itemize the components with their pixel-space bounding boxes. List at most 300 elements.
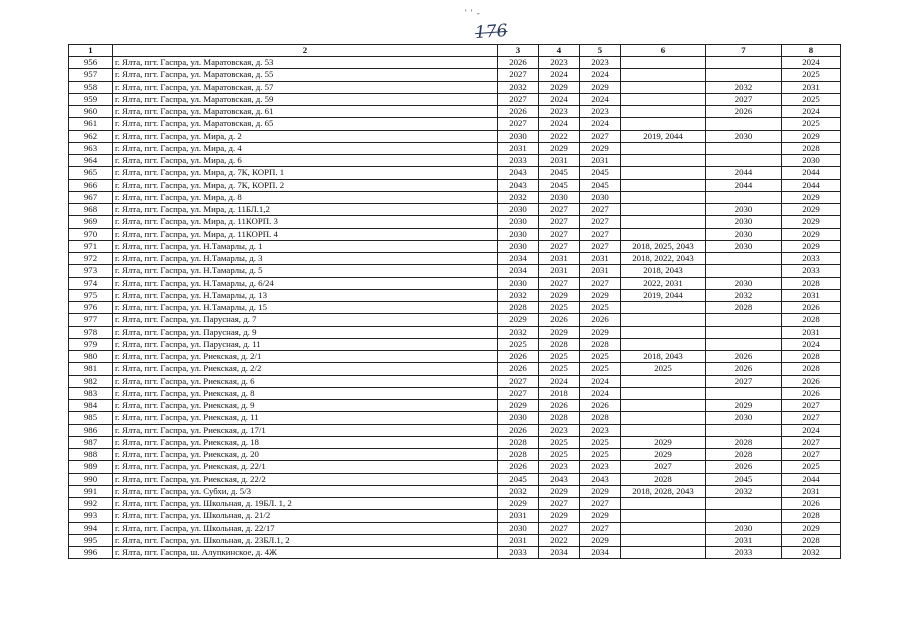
year-cell: 2029: [498, 498, 539, 510]
year-cell: 2029: [498, 314, 539, 326]
year-cell: 2025: [782, 69, 841, 81]
year-cell: 2027: [706, 93, 782, 105]
row-number-cell: 975: [69, 289, 113, 301]
year-cell: 2029: [539, 326, 580, 338]
year-cell: 2026: [498, 363, 539, 375]
year-cell: 2027: [498, 69, 539, 81]
row-number-cell: 961: [69, 118, 113, 130]
year-cell: 2044: [782, 473, 841, 485]
address-cell: г. Ялта, пгт. Гаспра, ул. Н.Тамарлы, д. 3: [113, 253, 498, 265]
year-cell: 2030: [498, 522, 539, 534]
year-cell: 2028: [498, 302, 539, 314]
table-row: [69, 142, 841, 154]
table-row: [69, 289, 841, 301]
table-row: [69, 412, 841, 424]
years-list-cell: [621, 93, 706, 105]
year-cell: 2044: [706, 179, 782, 191]
address-cell: г. Ялта, пгт. Гаспра, ул. Н.Тамарлы, д. 5: [113, 265, 498, 277]
address-cell: г. Ялта, пгт. Гаспра, ул. Риекская, д. 20: [113, 449, 498, 461]
row-number-cell: 993: [69, 510, 113, 522]
year-cell: 2024: [782, 424, 841, 436]
address-cell: г. Ялта, пгт. Гаспра, ул. Школьная, д. 23БЛ.1, 2: [113, 534, 498, 546]
address-cell: г. Ялта, пгт. Гаспра, ул. Мира, д. 8: [113, 191, 498, 203]
row-number-cell: 981: [69, 363, 113, 375]
year-cell: 2027: [580, 240, 621, 252]
year-cell: 2024: [580, 69, 621, 81]
year-cell: 2031: [539, 253, 580, 265]
years-list-cell: [621, 216, 706, 228]
address-cell: г. Ялта, пгт. Гаспра, ул. Мира, д. 11КОРП. 3: [113, 216, 498, 228]
year-cell: 2025: [539, 436, 580, 448]
year-cell: 2026: [498, 57, 539, 69]
year-cell: 2029: [580, 510, 621, 522]
row-number-cell: 970: [69, 228, 113, 240]
years-list-cell: [621, 228, 706, 240]
years-list-cell: 2018, 2022, 2043: [621, 253, 706, 265]
year-cell: 2043: [539, 473, 580, 485]
years-list-cell: [621, 547, 706, 559]
year-cell: 2032: [706, 485, 782, 497]
column-header: 3: [498, 45, 539, 57]
year-cell: 2028: [782, 510, 841, 522]
years-list-cell: 2018, 2043: [621, 351, 706, 363]
row-number-cell: 969: [69, 216, 113, 228]
year-cell: 2029: [539, 81, 580, 93]
year-cell: 2026: [580, 314, 621, 326]
year-cell: 2026: [498, 461, 539, 473]
year-cell: [706, 326, 782, 338]
address-cell: г. Ялта, пгт. Гаспра, ул. Н.Тамарлы, д. 1: [113, 240, 498, 252]
table-row: [69, 93, 841, 105]
year-cell: 2030: [706, 412, 782, 424]
year-cell: 2024: [539, 69, 580, 81]
year-cell: 2044: [782, 179, 841, 191]
years-list-cell: 2029: [621, 436, 706, 448]
year-cell: 2026: [498, 351, 539, 363]
row-number-cell: 968: [69, 204, 113, 216]
year-cell: 2031: [706, 534, 782, 546]
table-row: [69, 314, 841, 326]
year-cell: 2028: [580, 338, 621, 350]
year-cell: 2025: [539, 351, 580, 363]
year-cell: 2027: [580, 498, 621, 510]
address-cell: г. Ялта, пгт. Гаспра, ул. Школьная, д. 19БЛ. 1, 2: [113, 498, 498, 510]
year-cell: 2029: [539, 142, 580, 154]
table-row: [69, 363, 841, 375]
year-cell: 2033: [782, 265, 841, 277]
address-cell: г. Ялта, пгт. Гаспра, ул. Маратовская, д. 57: [113, 81, 498, 93]
year-cell: 2032: [498, 81, 539, 93]
year-cell: 2027: [539, 522, 580, 534]
year-cell: 2028: [498, 449, 539, 461]
year-cell: 2026: [782, 498, 841, 510]
year-cell: 2030: [706, 277, 782, 289]
row-number-cell: 977: [69, 314, 113, 326]
year-cell: [706, 191, 782, 203]
year-cell: 2027: [580, 522, 621, 534]
years-list-cell: 2028: [621, 473, 706, 485]
year-cell: 2024: [580, 375, 621, 387]
column-header: 4: [539, 45, 580, 57]
year-cell: [706, 510, 782, 522]
year-cell: 2031: [580, 155, 621, 167]
year-cell: 2023: [580, 424, 621, 436]
year-cell: 2022: [539, 534, 580, 546]
year-cell: 2027: [706, 375, 782, 387]
year-cell: 2045: [580, 167, 621, 179]
page-mark: ' ' -: [465, 8, 481, 18]
table-row: [69, 510, 841, 522]
year-cell: 2029: [782, 130, 841, 142]
year-cell: 2024: [539, 93, 580, 105]
years-list-cell: [621, 167, 706, 179]
year-cell: 2031: [539, 265, 580, 277]
year-cell: 2030: [498, 204, 539, 216]
year-cell: 2028: [782, 534, 841, 546]
year-cell: 2024: [782, 57, 841, 69]
year-cell: 2030: [706, 522, 782, 534]
address-cell: г. Ялта, пгт. Гаспра, ул. Риекская, д. 17/1: [113, 424, 498, 436]
row-number-cell: 988: [69, 449, 113, 461]
row-number-cell: 965: [69, 167, 113, 179]
row-number-cell: 963: [69, 142, 113, 154]
address-cell: г. Ялта, пгт. Гаспра, ул. Риекская, д. 2/2: [113, 363, 498, 375]
years-list-cell: [621, 57, 706, 69]
year-cell: 2026: [539, 314, 580, 326]
year-cell: 2026: [782, 302, 841, 314]
row-number-cell: 973: [69, 265, 113, 277]
year-cell: 2045: [539, 179, 580, 191]
year-cell: 2032: [706, 289, 782, 301]
address-cell: г. Ялта, пгт. Гаспра, ул. Н.Тамарлы, д. 15: [113, 302, 498, 314]
year-cell: 2031: [580, 253, 621, 265]
year-cell: [706, 498, 782, 510]
year-cell: 2045: [539, 167, 580, 179]
year-cell: 2030: [498, 277, 539, 289]
years-list-cell: 2025: [621, 363, 706, 375]
years-list-cell: 2029: [621, 449, 706, 461]
year-cell: 2023: [539, 57, 580, 69]
table-row: [69, 253, 841, 265]
year-cell: 2027: [539, 277, 580, 289]
row-number-cell: 979: [69, 338, 113, 350]
address-cell: г. Ялта, пгт. Гаспра, ул. Риекская, д. 22/1: [113, 461, 498, 473]
table-row: [69, 522, 841, 534]
years-list-cell: 2019, 2044: [621, 289, 706, 301]
years-list-cell: [621, 155, 706, 167]
year-cell: 2029: [580, 142, 621, 154]
year-cell: 2026: [706, 363, 782, 375]
year-cell: [706, 118, 782, 130]
years-list-cell: [621, 314, 706, 326]
years-list-cell: [621, 142, 706, 154]
year-cell: 2027: [580, 204, 621, 216]
year-cell: 2030: [580, 191, 621, 203]
year-cell: 2027: [782, 412, 841, 424]
year-cell: 2032: [498, 326, 539, 338]
table-row: [69, 375, 841, 387]
year-cell: 2031: [782, 326, 841, 338]
column-header: 8: [782, 45, 841, 57]
year-cell: [706, 338, 782, 350]
row-number-cell: 974: [69, 277, 113, 289]
year-cell: 2031: [498, 534, 539, 546]
table-row: [69, 461, 841, 473]
year-cell: 2030: [706, 204, 782, 216]
row-number-cell: 982: [69, 375, 113, 387]
years-list-cell: [621, 387, 706, 399]
year-cell: 2029: [580, 326, 621, 338]
year-cell: 2030: [706, 228, 782, 240]
address-cell: г. Ялта, пгт. Гаспра, ул. Мира, д. 6: [113, 155, 498, 167]
year-cell: 2025: [782, 93, 841, 105]
row-number-cell: 966: [69, 179, 113, 191]
year-cell: 2022: [539, 130, 580, 142]
year-cell: 2025: [580, 436, 621, 448]
year-cell: 2026: [782, 387, 841, 399]
year-cell: 2032: [706, 81, 782, 93]
year-cell: 2023: [580, 57, 621, 69]
table-row: [69, 277, 841, 289]
row-number-cell: 960: [69, 106, 113, 118]
row-number-cell: 995: [69, 534, 113, 546]
year-cell: 2025: [782, 118, 841, 130]
table-body: [69, 57, 841, 559]
years-list-cell: 2018, 2025, 2043: [621, 240, 706, 252]
column-header: 7: [706, 45, 782, 57]
year-cell: 2031: [782, 289, 841, 301]
address-cell: г. Ялта, пгт. Гаспра, ул. Риекская, д. 9: [113, 400, 498, 412]
row-number-cell: 956: [69, 57, 113, 69]
address-cell: г. Ялта, пгт. Гаспра, ул. Парусная, д. 11: [113, 338, 498, 350]
column-header: 6: [621, 45, 706, 57]
year-cell: 2027: [498, 93, 539, 105]
row-number-cell: 989: [69, 461, 113, 473]
year-cell: 2029: [782, 216, 841, 228]
year-cell: 2027: [782, 400, 841, 412]
year-cell: [706, 387, 782, 399]
year-cell: 2029: [580, 485, 621, 497]
year-cell: 2043: [498, 167, 539, 179]
year-cell: 2025: [580, 449, 621, 461]
year-cell: 2044: [706, 167, 782, 179]
table-row: [69, 191, 841, 203]
row-number-cell: 967: [69, 191, 113, 203]
year-cell: 2028: [498, 436, 539, 448]
row-number-cell: 964: [69, 155, 113, 167]
address-cell: г. Ялта, пгт. Гаспра, ул. Маратовская, д. 55: [113, 69, 498, 81]
year-cell: 2028: [539, 338, 580, 350]
years-list-cell: 2018, 2043: [621, 265, 706, 277]
years-list-cell: [621, 69, 706, 81]
year-cell: 2029: [706, 400, 782, 412]
table-row: [69, 155, 841, 167]
years-list-cell: [621, 375, 706, 387]
years-list-cell: [621, 498, 706, 510]
year-cell: 2030: [782, 155, 841, 167]
year-cell: 2024: [580, 93, 621, 105]
year-cell: 2032: [498, 289, 539, 301]
table-row: [69, 326, 841, 338]
row-number-cell: 980: [69, 351, 113, 363]
year-cell: 2025: [539, 363, 580, 375]
year-cell: 2031: [498, 510, 539, 522]
years-list-cell: [621, 326, 706, 338]
years-list-cell: [621, 179, 706, 191]
year-cell: 2028: [706, 449, 782, 461]
table-row: [69, 302, 841, 314]
row-number-cell: 957: [69, 69, 113, 81]
table-row: [69, 547, 841, 559]
year-cell: [706, 253, 782, 265]
years-list-cell: 2019, 2044: [621, 130, 706, 142]
year-cell: 2027: [580, 130, 621, 142]
year-cell: 2023: [539, 461, 580, 473]
year-cell: 2026: [498, 106, 539, 118]
years-list-cell: [621, 81, 706, 93]
year-cell: 2043: [580, 473, 621, 485]
row-number-cell: 971: [69, 240, 113, 252]
year-cell: 2028: [539, 412, 580, 424]
year-cell: 2029: [782, 240, 841, 252]
year-cell: 2031: [782, 485, 841, 497]
table-row: [69, 81, 841, 93]
address-cell: г. Ялта, пгт. Гаспра, ул. Риекская, д. 6: [113, 375, 498, 387]
address-cell: г. Ялта, пгт. Гаспра, ул. Риекская, д. 2/1: [113, 351, 498, 363]
year-cell: 2043: [498, 179, 539, 191]
table-row: [69, 338, 841, 350]
year-cell: 2028: [580, 412, 621, 424]
row-number-cell: 978: [69, 326, 113, 338]
year-cell: 2029: [539, 510, 580, 522]
table-row: [69, 216, 841, 228]
year-cell: 2027: [782, 436, 841, 448]
address-cell: г. Ялта, пгт. Гаспра, ул. Мира, д. 4: [113, 142, 498, 154]
year-cell: 2031: [539, 155, 580, 167]
year-cell: 2024: [782, 338, 841, 350]
row-number-cell: 958: [69, 81, 113, 93]
year-cell: 2034: [498, 265, 539, 277]
year-cell: [706, 265, 782, 277]
column-header: 1: [69, 45, 113, 57]
year-cell: [706, 57, 782, 69]
year-cell: 2029: [580, 534, 621, 546]
address-cell: г. Ялта, пгт. Гаспра, ул. Риекская, д. 22/2: [113, 473, 498, 485]
years-list-cell: 2027: [621, 461, 706, 473]
year-cell: 2028: [782, 314, 841, 326]
year-cell: 2027: [539, 204, 580, 216]
year-cell: 2025: [539, 449, 580, 461]
year-cell: 2033: [782, 253, 841, 265]
table-row: [69, 534, 841, 546]
year-cell: 2030: [706, 240, 782, 252]
row-number-cell: 994: [69, 522, 113, 534]
year-cell: 2045: [498, 473, 539, 485]
year-cell: 2029: [580, 81, 621, 93]
row-number-cell: 972: [69, 253, 113, 265]
year-cell: 2024: [782, 106, 841, 118]
address-cell: г. Ялта, пгт. Гаспра, ул. Мира, д. 2: [113, 130, 498, 142]
year-cell: 2034: [539, 547, 580, 559]
years-list-cell: [621, 412, 706, 424]
years-list-cell: [621, 522, 706, 534]
year-cell: 2026: [706, 461, 782, 473]
year-cell: [706, 424, 782, 436]
column-header: 2: [113, 45, 498, 57]
table-row: [69, 436, 841, 448]
table-row: [69, 240, 841, 252]
year-cell: 2025: [782, 461, 841, 473]
year-cell: 2045: [580, 179, 621, 191]
year-cell: 2028: [706, 302, 782, 314]
address-cell: г. Ялта, пгт. Гаспра, ул. Маратовская, д. 61: [113, 106, 498, 118]
year-cell: 2027: [539, 498, 580, 510]
years-list-cell: [621, 302, 706, 314]
year-cell: 2025: [498, 338, 539, 350]
address-cell: г. Ялта, пгт. Гаспра, ул. Риекская, д. 11: [113, 412, 498, 424]
table-row: [69, 473, 841, 485]
years-list-cell: [621, 400, 706, 412]
year-cell: 2023: [580, 106, 621, 118]
year-cell: 2030: [539, 191, 580, 203]
row-number-cell: 996: [69, 547, 113, 559]
year-cell: 2028: [706, 436, 782, 448]
year-cell: 2030: [498, 130, 539, 142]
address-cell: г. Ялта, пгт. Гаспра, ул. Мира, д. 11КОРП. 4: [113, 228, 498, 240]
address-cell: г. Ялта, пгт. Гаспра, ул. Маратовская, д. 59: [113, 93, 498, 105]
year-cell: 2024: [539, 118, 580, 130]
table-row: [69, 57, 841, 69]
years-list-cell: [621, 106, 706, 118]
year-cell: 2025: [580, 302, 621, 314]
row-number-cell: 991: [69, 485, 113, 497]
years-list-cell: 2022, 2031: [621, 277, 706, 289]
year-cell: 2023: [539, 424, 580, 436]
year-cell: 2026: [782, 375, 841, 387]
year-cell: 2029: [539, 485, 580, 497]
year-cell: 2025: [539, 302, 580, 314]
table-row: [69, 228, 841, 240]
year-cell: 2032: [782, 547, 841, 559]
row-number-cell: 962: [69, 130, 113, 142]
year-cell: 2025: [580, 351, 621, 363]
year-cell: 2023: [580, 461, 621, 473]
year-cell: 2029: [539, 289, 580, 301]
year-cell: 2027: [580, 277, 621, 289]
years-list-cell: [621, 424, 706, 436]
table-row: [69, 351, 841, 363]
address-cell: г. Ялта, пгт. Гаспра, ш. Алупкинское, д. 4Ж: [113, 547, 498, 559]
table-row: [69, 400, 841, 412]
handwritten-page-number: 176: [474, 20, 509, 44]
year-cell: 2031: [498, 142, 539, 154]
table-row: [69, 118, 841, 130]
years-list-cell: [621, 338, 706, 350]
row-number-cell: 985: [69, 412, 113, 424]
year-cell: 2027: [782, 449, 841, 461]
year-cell: 2027: [498, 375, 539, 387]
year-cell: 2044: [782, 167, 841, 179]
year-cell: 2031: [580, 265, 621, 277]
header-row: [69, 45, 841, 57]
address-cell: г. Ялта, пгт. Гаспра, ул. Риекская, д. 18: [113, 436, 498, 448]
table-row: [69, 387, 841, 399]
year-cell: 2029: [782, 191, 841, 203]
year-cell: 2027: [539, 228, 580, 240]
row-number-cell: 987: [69, 436, 113, 448]
year-cell: 2028: [782, 363, 841, 375]
row-number-cell: 986: [69, 424, 113, 436]
